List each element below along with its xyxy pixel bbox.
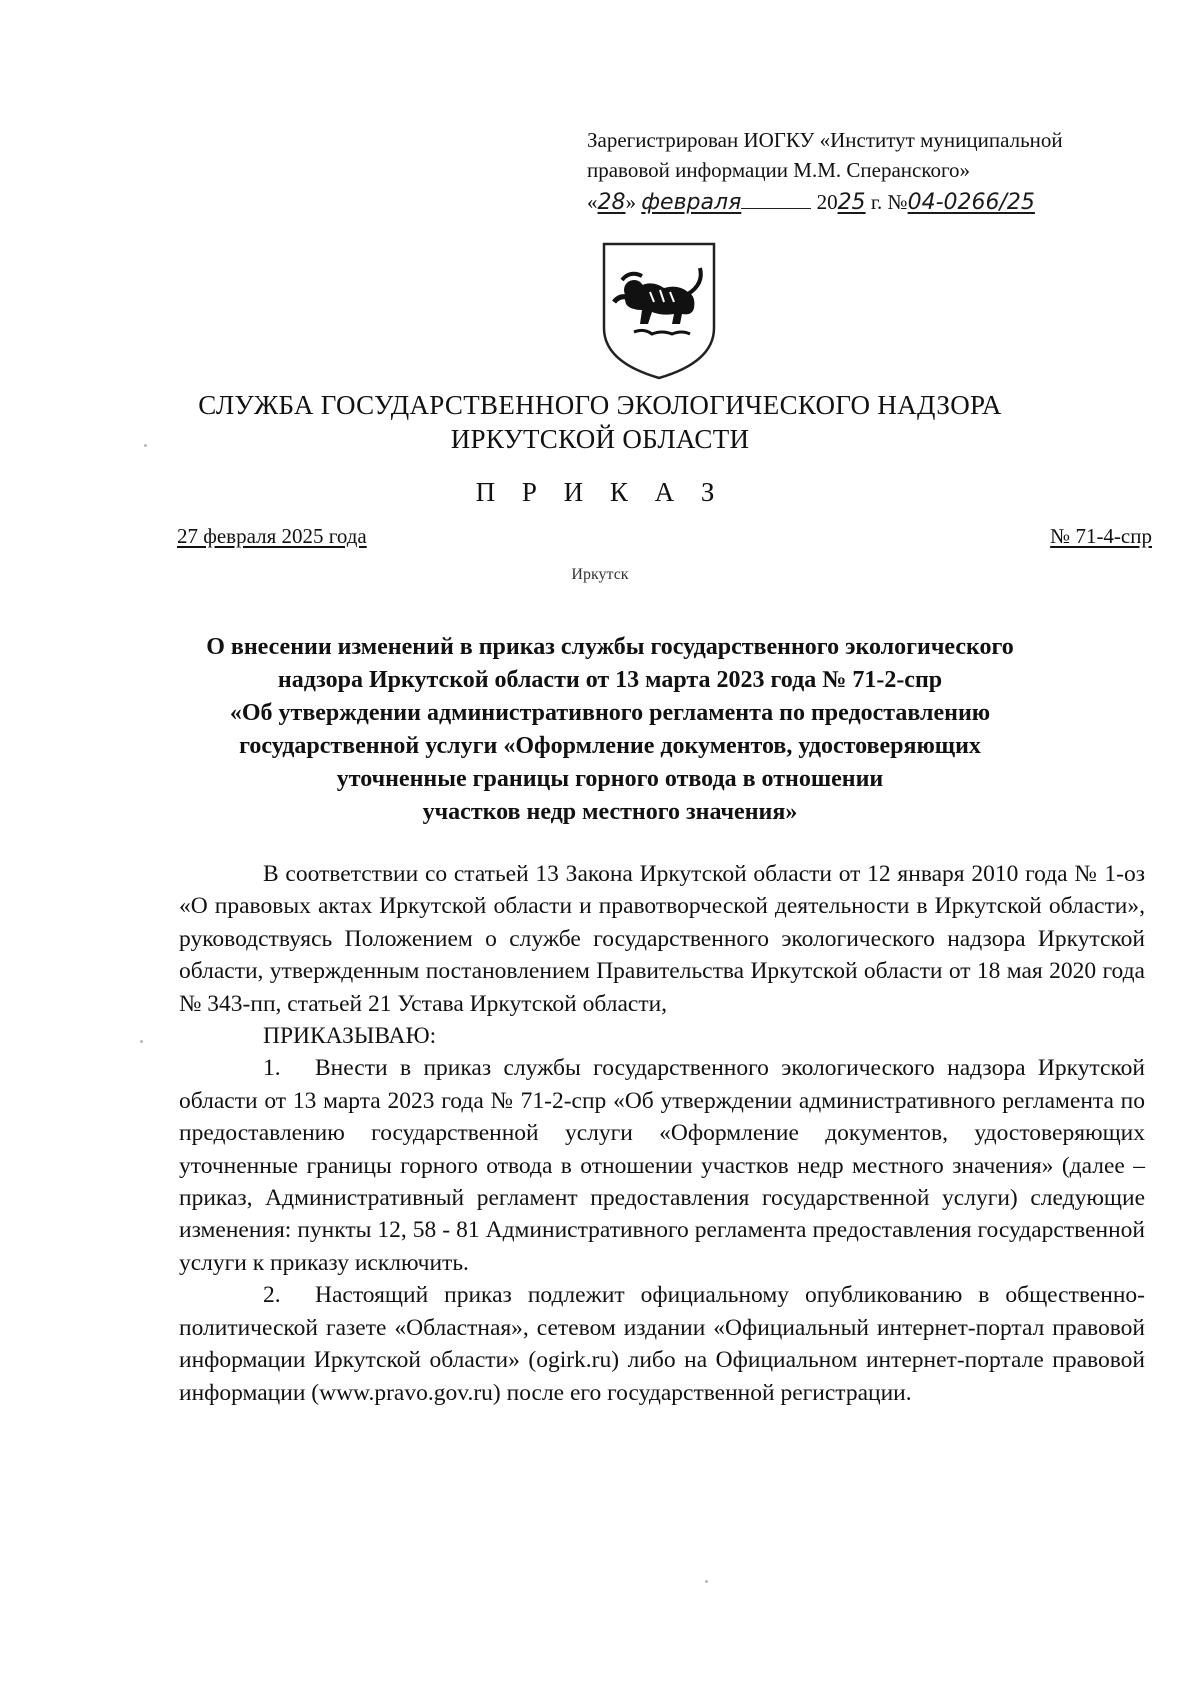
document-body (179, 858, 1145, 1409)
heading-line: «Об утверждении административного регламента по предоставлению (229, 700, 991, 726)
order-item-1 (179, 1052, 1145, 1279)
registration-month: февраля (641, 190, 742, 215)
registration-number: 04-0266/25 (907, 190, 1035, 215)
scan-speck (140, 1040, 143, 1043)
decree-word: ПРИКАЗЫВАЮ: (263, 1023, 437, 1050)
registration-year-prefix: 20 (816, 190, 838, 214)
document-number: № 71-4-спр (1050, 524, 1152, 548)
document-city: Иркутск (571, 566, 629, 583)
registration-year-unit: г. № (870, 190, 908, 214)
scan-speck (144, 444, 147, 447)
heading-line: уточненные границы горного отвода в отношении (336, 766, 884, 792)
registration-stamp (587, 125, 1147, 218)
organization-title-line-1: СЛУЖБА ГОСУДАРСТВЕННОГО ЭКОЛОГИЧЕСКОГО НАДЗОРА (198, 390, 1002, 420)
registration-line-1: Зарегистрирован ИОГКУ «Институт муниципальной (587, 128, 1063, 152)
heading-line: надзора Иркутской области от 13 марта 2023 года № 71-2-спр (277, 667, 943, 693)
document-heading (150, 631, 1070, 829)
registration-date-row: «28» февраля 2025 г. №04-0266/25 (587, 190, 1035, 215)
order-item-number: 1. (263, 1055, 281, 1082)
document-type: П Р И К А З (475, 477, 725, 507)
coat-of-arms-irkutsk-babr-icon (600, 240, 718, 382)
heading-line: участков недр местного значения» (422, 799, 798, 825)
order-item-2 (179, 1279, 1145, 1409)
order-item-number: 2. (263, 1282, 281, 1309)
organization-title (0, 388, 1200, 456)
heading-line: государственной услуги «Оформление документов, удостоверяющих (239, 733, 981, 759)
registration-day: 28 (597, 190, 626, 215)
order-item-text: Настоящий приказ подлежит официальному опубликованию в общественно-политической газете «Областная», сетевом издании «Официальный интернет-портал правовой информации Иркутской области» (ogirk.ru) либо на Официальном интернет-портале правовой информации (www.pravo.gov.ru) после его государственной регистрации. (179, 1282, 1145, 1406)
document-date: 27 февраля 2025 года (177, 524, 367, 548)
registration-year-suffix: 25 (837, 190, 866, 215)
preamble-paragraph: В соответствии со статьей 13 Закона Иркутской области от 12 января 2010 года № 1-оз «О правовых актах Иркутской области и правотворческой деятельности в Иркутской области», руководствуясь Положением о службе государственного экологического надзора Иркутской области, утвержденным постановлением Правительства Иркутской области от 18 мая 2020 года № 343-пп, статьей 21 Устава Иркутской области, (179, 861, 1145, 1017)
heading-line: О внесении изменений в приказ службы государственного экологического (206, 634, 1014, 660)
order-item-text: Внести в приказ службы государственного экологического надзора Иркутской области от 13 марта 2023 года № 71-2-спр «Об утверждении административного регламента по предоставлению государственной услуги «Оформление документов, удостоверяющих уточненные границы горного отвода в отношении участков недр местного значения» (далее – приказ, Административный регламент предоставления государственной услуги) следующие изменения: пункты 12, 58 - 81 Административного регламента предоставления государственной услуги к приказу исключить. (179, 1055, 1145, 1276)
organization-title-line-2: ИРКУТСКОЙ ОБЛАСТИ (450, 424, 750, 454)
scan-speck (705, 1580, 708, 1583)
registration-line-2: правовой информации М.М. Сперанского» (587, 158, 971, 182)
